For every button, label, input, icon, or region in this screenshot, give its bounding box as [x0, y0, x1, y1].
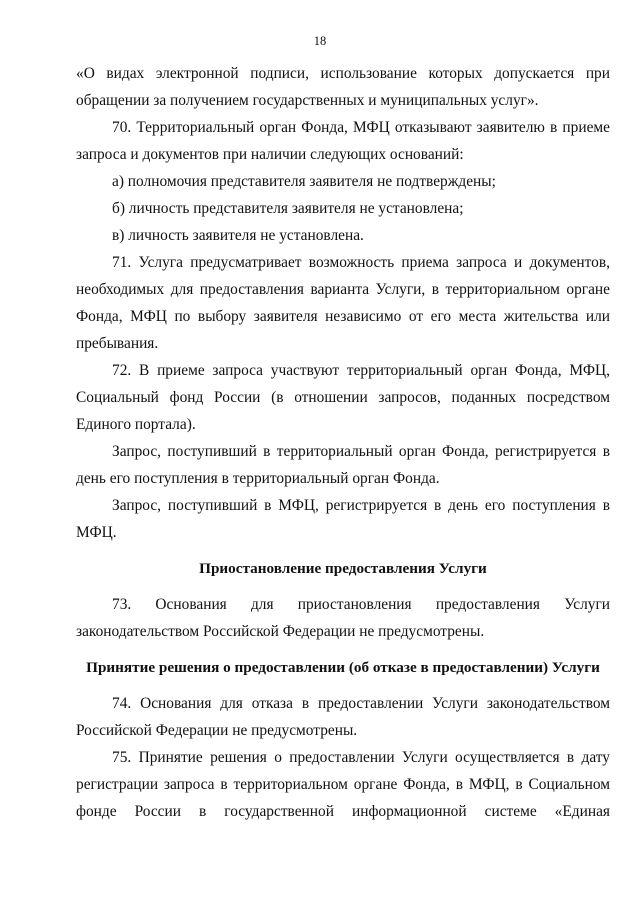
- page-number: 18: [313, 34, 327, 48]
- section-heading: Приостановление предоставления Услуги: [199, 560, 487, 577]
- paragraph-71: [76, 249, 610, 357]
- paragraph-72: [76, 357, 610, 438]
- paragraph-text: Запрос, поступивший в МФЦ, регистрируется в день его поступления в МФЦ.: [76, 497, 610, 541]
- paragraph-text: в) личность заявителя не установлена.: [112, 227, 364, 244]
- paragraph-registration-mfc: [76, 492, 610, 546]
- paragraph-electronic-signature-ref: [76, 60, 610, 114]
- paragraph-text: 73. Основания для приостановления предоставления Услуги законодательством Российской Федерации не предусмотрены.: [76, 596, 610, 640]
- section-heading-suspension: [76, 555, 610, 582]
- list-item-c: [76, 222, 610, 249]
- paragraph-70: [76, 114, 610, 168]
- list-item-b: [76, 195, 610, 222]
- paragraph-registration-territorial: [76, 438, 610, 492]
- paragraph-text: Запрос, поступивший в территориальный орган Фонда, регистрируется в день его поступления в территориальный орган Фонда.: [76, 443, 610, 487]
- paragraph-text: 70. Территориальный орган Фонда, МФЦ отказывают заявителю в приеме запроса и документов при наличии следующих оснований:: [76, 119, 610, 163]
- paragraph-text: 71. Услуга предусматривает возможность приема запроса и документов, необходимых для предоставления варианта Услуги, в территориальном органе Фонда, МФЦ по выбору заявителя независимо от его места жительства или пребывания.: [76, 254, 610, 352]
- paragraph-text: 74. Основания для отказа в предоставлении Услуги законодательством Российской Федерации не предусмотрены.: [76, 695, 610, 739]
- paragraph-73: [76, 591, 610, 645]
- paragraph-74: [76, 690, 610, 744]
- paragraph-75: [76, 744, 610, 825]
- paragraph-text: б) личность представителя заявителя не установлена;: [112, 200, 464, 217]
- paragraph-text: 72. В приеме запроса участвуют территориальный орган Фонда, МФЦ, Социальный фонд России (в отношении запросов, поданных посредством Единого портала).: [76, 362, 610, 433]
- paragraph-text: «О видах электронной подписи, использование которых допускается при обращении за получением государственных и муниципальных услуг».: [76, 65, 610, 109]
- section-heading-decision: [76, 654, 610, 681]
- paragraph-text: а) полномочия представителя заявителя не подтверждены;: [112, 173, 496, 190]
- list-item-a: [76, 168, 610, 195]
- paragraph-text: 75. Принятие решения о предоставлении Услуги осуществляется в дату регистрации запроса в территориальном органе Фонда, в МФЦ, в Социальном фонде России в государственной информационной системе «Единая: [76, 749, 610, 820]
- section-heading: Принятие решения о предоставлении (об отказе в предоставлении) Услуги: [86, 659, 600, 676]
